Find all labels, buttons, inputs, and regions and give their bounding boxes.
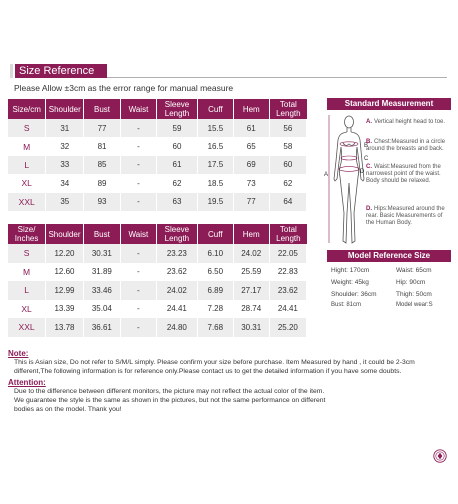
table-cell: 24.80 <box>157 318 198 337</box>
model-weight: Weight: 45kg <box>331 279 369 286</box>
measurement-text: Hips:Measured around the rear. Basic Measurements of the Human Body. <box>366 206 445 226</box>
table-cell: 15.5 <box>198 119 234 137</box>
table-cell: 24.02 <box>157 281 198 300</box>
table-cell: 12.20 <box>46 244 84 263</box>
table-cell: 28.74 <box>234 300 270 319</box>
size-table-cm <box>8 99 307 211</box>
table-cell: - <box>121 119 157 137</box>
table-cell: 81 <box>84 137 121 155</box>
table-cell: 65 <box>234 137 270 155</box>
table-cell: 35.04 <box>84 300 121 319</box>
figure-label-c: C <box>364 156 369 162</box>
table-row <box>8 193 307 211</box>
table-cell: 61 <box>157 156 198 174</box>
header-divider <box>107 77 447 78</box>
table-cell: 69 <box>234 156 270 174</box>
size-cell: L <box>8 156 46 174</box>
table-row <box>8 300 307 319</box>
model-reference-header: Model Reference Size <box>327 250 451 262</box>
column-header: Waist <box>121 224 157 244</box>
measurement-item-waist <box>366 164 450 185</box>
table-cell: - <box>121 263 157 282</box>
column-header: Size/cm <box>8 99 46 119</box>
table-cell: 7.28 <box>198 300 234 319</box>
standard-measurement-header: Standard Measurement <box>327 98 451 110</box>
table-cell: 31 <box>46 119 84 137</box>
table-cell: 25.20 <box>270 318 307 337</box>
column-header: Sleeve Length <box>157 99 198 119</box>
table-cell: - <box>121 137 157 155</box>
logo-seal-icon <box>433 449 447 463</box>
table-cell: 23.62 <box>157 263 198 282</box>
measurement-letter: A. <box>366 119 372 125</box>
table-cell: 33.46 <box>84 281 121 300</box>
size-cell: S <box>8 244 46 263</box>
table-cell: 35 <box>46 193 84 211</box>
table-cell: 63 <box>157 193 198 211</box>
size-cell: M <box>8 263 46 282</box>
hip-line <box>339 167 359 172</box>
table-row <box>8 281 307 300</box>
table-row <box>8 119 307 137</box>
table-cell: - <box>121 193 157 211</box>
table-cell: 64 <box>270 193 307 211</box>
table-cell: - <box>121 281 157 300</box>
measurement-item-height <box>366 119 450 126</box>
table-cell: 16.5 <box>198 137 234 155</box>
table-row <box>8 263 307 282</box>
table-cell: 89 <box>84 174 121 192</box>
section-title: Size Reference <box>15 64 107 78</box>
figure-label-d: D <box>360 169 365 175</box>
table-row <box>8 174 307 192</box>
table-cell: 36.61 <box>84 318 121 337</box>
table-row <box>8 318 307 337</box>
size-cell: XXL <box>8 318 46 337</box>
model-height: Hight: 170cm <box>331 267 370 274</box>
column-header: Total Length <box>270 99 307 119</box>
table-cell: 85 <box>84 156 121 174</box>
model-bust: Bust: 81cm <box>331 302 362 308</box>
note-line: This is Asian size, Do not refer to S/M/L simply. Please confirm your size before purchase. Item Measured by hand , it could be 2-3cm <box>14 359 415 366</box>
table-cell: - <box>121 318 157 337</box>
size-cell: L <box>8 281 46 300</box>
measurement-text: Chest:Measured in a circle around the breasts and back. <box>366 139 446 152</box>
table-cell: 23.62 <box>270 281 307 300</box>
table-cell: 32 <box>46 137 84 155</box>
attention-line: bodies as on the model. Thank you! <box>14 406 122 413</box>
table-cell: 24.02 <box>234 244 270 263</box>
table-cell: 58 <box>270 137 307 155</box>
table-row <box>8 137 307 155</box>
figure-label-a: A <box>324 172 329 178</box>
table-cell: 61 <box>234 119 270 137</box>
table-cell: 73 <box>234 174 270 192</box>
table-cell: 56 <box>270 119 307 137</box>
model-shoulder: Shoulder: 36cm <box>331 291 377 298</box>
table-cell: 93 <box>84 193 121 211</box>
size-cell: M <box>8 137 46 155</box>
measurement-text: Vertical height head to toe. <box>374 119 446 125</box>
size-table-inches <box>8 224 307 337</box>
column-header: Shoulder <box>46 99 84 119</box>
table-cell: 6.89 <box>198 281 234 300</box>
table-cell: 13.39 <box>46 300 84 319</box>
table-cell: 22.83 <box>270 263 307 282</box>
table-cell: 31.89 <box>84 263 121 282</box>
allowance-text: Please Allow ±3cm as the error range for manual measure <box>14 83 234 93</box>
table-cell: 24.41 <box>270 300 307 319</box>
measurement-letter: D. <box>366 206 372 212</box>
column-header: Cuff <box>198 224 234 244</box>
table-header-row <box>8 99 307 119</box>
size-cell: S <box>8 119 46 137</box>
model-wear: Model wear:S <box>396 302 433 308</box>
attention-label: Attention: <box>8 378 46 387</box>
table-cell: 27.17 <box>234 281 270 300</box>
size-cell: XL <box>8 174 46 192</box>
table-cell: 60 <box>157 137 198 155</box>
table-cell: 22.05 <box>270 244 307 263</box>
table-cell: 59 <box>157 119 198 137</box>
body-figure-diagram <box>324 113 370 249</box>
column-header: Sleeve Length <box>157 224 198 244</box>
measurement-item-chest <box>366 139 450 153</box>
table-cell: 23.23 <box>157 244 198 263</box>
header-accent-bar <box>10 64 13 78</box>
table-cell: 17.5 <box>198 156 234 174</box>
table-cell: 7.68 <box>198 318 234 337</box>
table-cell: 30.31 <box>84 244 121 263</box>
section-header <box>10 64 447 78</box>
measurement-text: Waist:Measured from the narrowest point of the waist. Body should be relaxed. <box>366 164 441 184</box>
table-cell: - <box>121 156 157 174</box>
note-line: different,The following information is for reference only.Please contact us to get the detailed information if you have some doubts. <box>14 368 402 375</box>
model-waist: Waist: 65cm <box>396 267 432 274</box>
table-cell: - <box>121 300 157 319</box>
model-hip: Hip: 90cm <box>396 279 426 286</box>
table-cell: - <box>121 244 157 263</box>
size-cell: XL <box>8 300 46 319</box>
table-cell: - <box>121 174 157 192</box>
waist-line <box>341 156 357 160</box>
table-cell: 6.10 <box>198 244 234 263</box>
table-header-row <box>8 224 307 244</box>
note-label: Note: <box>8 349 29 358</box>
column-header: Bust <box>84 99 121 119</box>
measurement-letter: C. <box>366 164 372 170</box>
measurement-letter: B. <box>366 139 372 145</box>
column-header: Shoulder <box>46 224 84 244</box>
column-header: Waist <box>121 99 157 119</box>
column-header: Size/ Inches <box>8 224 46 244</box>
table-cell: 6.50 <box>198 263 234 282</box>
attention-line: We guarantee the style is the same as shown in the pictures, but not the same performance on different <box>14 397 326 404</box>
table-cell: 12.99 <box>46 281 84 300</box>
table-cell: 18.5 <box>198 174 234 192</box>
table-cell: 62 <box>270 174 307 192</box>
table-cell: 13.78 <box>46 318 84 337</box>
table-cell: 24.41 <box>157 300 198 319</box>
column-header: Hem <box>234 99 270 119</box>
table-cell: 62 <box>157 174 198 192</box>
column-header: Total Length <box>270 224 307 244</box>
table-cell: 77 <box>84 119 121 137</box>
table-cell: 12.60 <box>46 263 84 282</box>
table-row <box>8 244 307 263</box>
column-header: Bust <box>84 224 121 244</box>
table-row <box>8 156 307 174</box>
table-cell: 19.5 <box>198 193 234 211</box>
table-cell: 33 <box>46 156 84 174</box>
table-cell: 30.31 <box>234 318 270 337</box>
measurement-item-hips <box>366 206 450 227</box>
figure-label-b: B <box>364 143 369 149</box>
column-header: Hem <box>234 224 270 244</box>
size-cell: XXL <box>8 193 46 211</box>
attention-line: Due to the difference between different monitors, the picture may not reflect the actual color of the item. <box>14 388 325 395</box>
table-cell: 34 <box>46 174 84 192</box>
table-cell: 25.59 <box>234 263 270 282</box>
table-cell: 60 <box>270 156 307 174</box>
model-thigh: Thigh: 50cm <box>396 291 432 298</box>
column-header: Cuff <box>198 99 234 119</box>
table-cell: 77 <box>234 193 270 211</box>
